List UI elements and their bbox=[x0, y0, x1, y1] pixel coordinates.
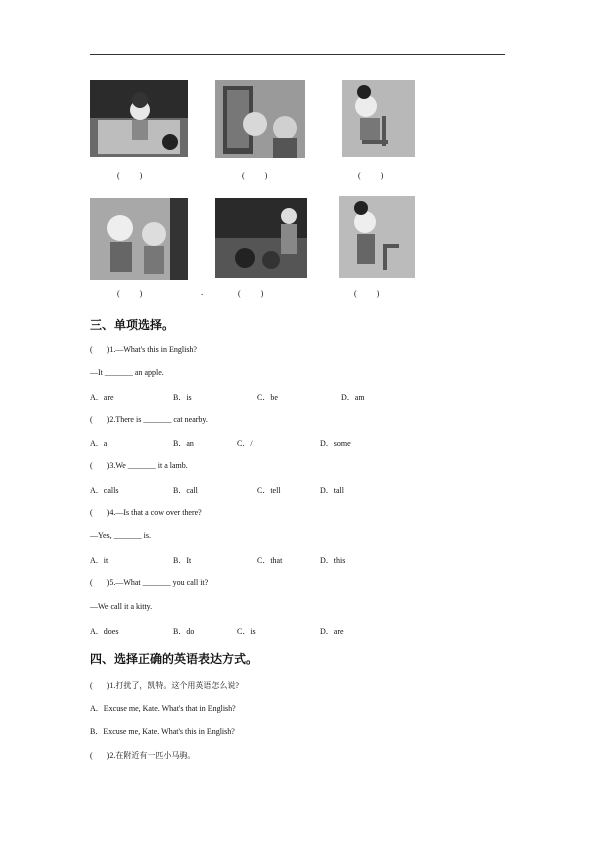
s4-q1-stem: ( )1.打扰了，凯特。这个用英语怎么说? bbox=[90, 681, 239, 690]
header-rule bbox=[90, 54, 505, 55]
q5-answer-line: —We call it a kitty. bbox=[90, 602, 153, 611]
q5-stem: ( )5.—What _______ you call it? bbox=[90, 578, 209, 587]
section-4-title: 四、选择正确的英语表达方式。 bbox=[90, 652, 259, 666]
q5-option-c: C．is bbox=[237, 627, 256, 636]
girl-sitting-picture bbox=[342, 80, 415, 157]
q4-option-a: A．it bbox=[90, 556, 109, 565]
teacher-board-picture bbox=[215, 198, 307, 278]
q2-option-d: D．some bbox=[320, 439, 351, 448]
q3-option-d: D．tall bbox=[320, 486, 344, 495]
q3-stem: ( )3.We _______ it a lamb. bbox=[90, 461, 188, 470]
q1-stem: ( )1.—What's this in English? bbox=[90, 345, 197, 354]
q4-option-d: D．this bbox=[320, 556, 346, 565]
q3-option-c: C．tell bbox=[257, 486, 281, 495]
picture-3-answer: ( ) bbox=[358, 171, 384, 180]
picture-2-answer: ( ) bbox=[242, 171, 268, 180]
q5-option-d: D．are bbox=[320, 627, 344, 636]
q1-option-c: C．be bbox=[257, 393, 278, 402]
picture-1-answer: ( ) bbox=[117, 171, 143, 180]
q4-answer-line: —Yes, _______ is. bbox=[90, 531, 151, 540]
picture-5-answer: ( ) bbox=[238, 289, 264, 298]
s4-q1-option-a: A．Excuse me, Kate. What's that in English? bbox=[90, 704, 236, 713]
q2-stem: ( )2.There is _______ cat nearby. bbox=[90, 415, 208, 424]
q5-option-b: B．do bbox=[173, 627, 195, 636]
q1-option-a: A．are bbox=[90, 393, 114, 402]
s4-q2-stem: ( )2.在附近有一匹小马驹。 bbox=[90, 751, 196, 760]
q1-option-d: D．am bbox=[341, 393, 365, 402]
boys-door-picture bbox=[90, 198, 188, 280]
stray-dot: . bbox=[201, 287, 204, 297]
girl-standing-picture bbox=[339, 196, 415, 278]
picture-4-answer: ( ) bbox=[117, 289, 143, 298]
q1-answer-line: —It _______ an apple. bbox=[90, 368, 164, 377]
q5-option-a: A．does bbox=[90, 627, 119, 636]
q2-option-b: B．an bbox=[173, 439, 194, 448]
q4-stem: ( )4.—Is that a cow over there? bbox=[90, 508, 202, 517]
q1-option-b: B．is bbox=[173, 393, 192, 402]
q3-option-a: A．calls bbox=[90, 486, 119, 495]
s4-q1-option-b: B．Excuse me, Kate. What's this in English? bbox=[90, 727, 235, 736]
classroom-picture bbox=[90, 80, 188, 157]
q2-option-a: A．a bbox=[90, 439, 108, 448]
picture-6-answer: ( ) bbox=[354, 289, 380, 298]
q4-option-c: C．that bbox=[257, 556, 283, 565]
section-3-title: 三、单项选择。 bbox=[90, 318, 175, 332]
door-picture bbox=[215, 80, 305, 158]
q2-option-c: C．/ bbox=[237, 439, 253, 448]
q4-option-b: B．It bbox=[173, 556, 192, 565]
q3-option-b: B．call bbox=[173, 486, 198, 495]
